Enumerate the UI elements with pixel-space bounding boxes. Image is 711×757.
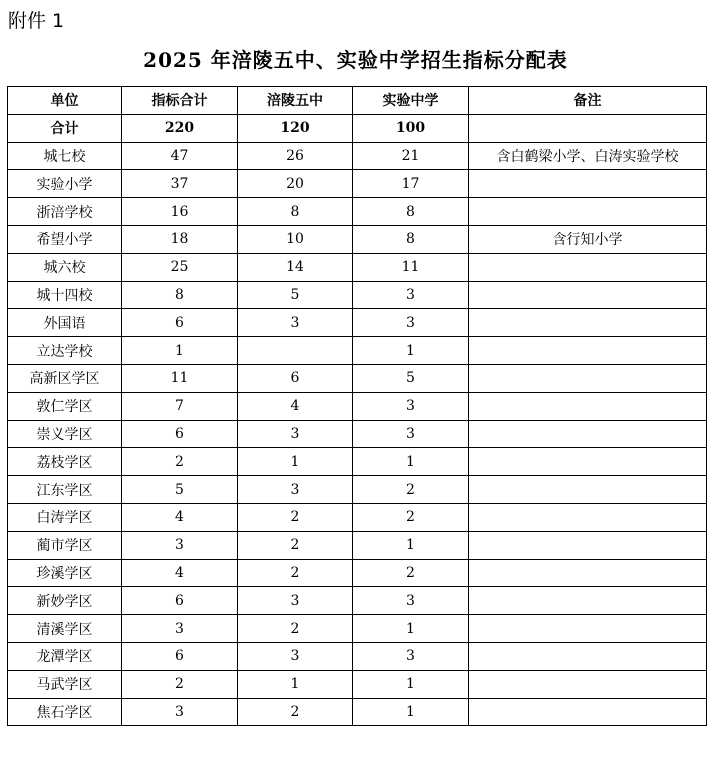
cell-school-a: 20: [238, 170, 353, 198]
cell-unit: 新妙学区: [8, 587, 122, 615]
cell-unit: 希望小学: [8, 225, 122, 253]
cell-total: 16: [122, 198, 238, 226]
table-row: [8, 420, 707, 448]
table-row: [8, 198, 707, 226]
total-row: [8, 114, 707, 142]
cell-note: [469, 281, 707, 309]
cell-school-a: 3: [238, 587, 353, 615]
cell-school-a: 8: [238, 198, 353, 226]
column-header-school-a: 涪陵五中: [238, 87, 353, 115]
cell-note: [469, 559, 707, 587]
cell-note: [469, 587, 707, 615]
column-header-unit: 单位: [8, 87, 122, 115]
cell-total: 3: [122, 698, 238, 726]
table-row: [8, 225, 707, 253]
cell-note: 含行知小学: [469, 225, 707, 253]
cell-school-b: 5: [353, 364, 469, 392]
cell-school-b: 1: [353, 615, 469, 643]
cell-school-a: 3: [238, 476, 353, 504]
table-header-row: [8, 87, 707, 115]
table-row: [8, 253, 707, 281]
cell-school-a: 4: [238, 392, 353, 420]
column-header-note: 备注: [469, 87, 707, 115]
cell-note: [469, 615, 707, 643]
cell-unit: 龙潭学区: [8, 642, 122, 670]
cell-unit: 马武学区: [8, 670, 122, 698]
cell-note: [469, 337, 707, 365]
cell-unit: 立达学校: [8, 337, 122, 365]
cell-school-b: 21: [353, 142, 469, 170]
cell-unit: 高新区学区: [8, 364, 122, 392]
total-row-school-a: 120: [238, 114, 353, 142]
cell-school-a: 2: [238, 698, 353, 726]
cell-school-b: 3: [353, 309, 469, 337]
cell-note: [469, 364, 707, 392]
cell-school-b: 1: [353, 698, 469, 726]
cell-total: 5: [122, 476, 238, 504]
cell-school-a: 3: [238, 309, 353, 337]
cell-school-a: 3: [238, 642, 353, 670]
cell-total: 6: [122, 309, 238, 337]
column-header-total: 指标合计: [122, 87, 238, 115]
quota-table: [7, 86, 707, 726]
cell-school-b: 1: [353, 670, 469, 698]
table-row: [8, 670, 707, 698]
cell-school-b: 3: [353, 587, 469, 615]
cell-unit: 崇义学区: [8, 420, 122, 448]
cell-school-a: 2: [238, 559, 353, 587]
cell-note: [469, 448, 707, 476]
table-row: [8, 476, 707, 504]
cell-unit: 清溪学区: [8, 615, 122, 643]
cell-note: [469, 642, 707, 670]
cell-school-b: 3: [353, 281, 469, 309]
table-row: [8, 698, 707, 726]
cell-school-b: 1: [353, 531, 469, 559]
cell-school-a: 2: [238, 615, 353, 643]
cell-total: 8: [122, 281, 238, 309]
total-row-total: 220: [122, 114, 238, 142]
cell-school-a: 10: [238, 225, 353, 253]
attachment-label: 附件 1: [8, 10, 65, 32]
cell-note: [469, 253, 707, 281]
cell-total: 1: [122, 337, 238, 365]
table-row: [8, 309, 707, 337]
cell-school-a: 3: [238, 420, 353, 448]
cell-total: 4: [122, 503, 238, 531]
cell-total: 18: [122, 225, 238, 253]
cell-school-a: 6: [238, 364, 353, 392]
cell-unit: 城十四校: [8, 281, 122, 309]
cell-school-b: 2: [353, 503, 469, 531]
cell-unit: 蔺市学区: [8, 531, 122, 559]
cell-school-b: 1: [353, 337, 469, 365]
table-row: [8, 364, 707, 392]
cell-school-b: 3: [353, 642, 469, 670]
cell-total: 6: [122, 587, 238, 615]
total-row-note: [469, 114, 707, 142]
cell-school-b: 8: [353, 198, 469, 226]
column-header-school-b: 实验中学: [353, 87, 469, 115]
cell-school-b: 8: [353, 225, 469, 253]
table-row: [8, 170, 707, 198]
total-row-unit: 合计: [8, 114, 122, 142]
cell-school-a: 2: [238, 531, 353, 559]
cell-total: 2: [122, 448, 238, 476]
cell-total: 37: [122, 170, 238, 198]
cell-total: 2: [122, 670, 238, 698]
cell-school-b: 17: [353, 170, 469, 198]
table-row: [8, 142, 707, 170]
table-row: [8, 337, 707, 365]
cell-unit: 外国语: [8, 309, 122, 337]
cell-school-a: 2: [238, 503, 353, 531]
cell-unit: 焦石学区: [8, 698, 122, 726]
cell-school-b: 1: [353, 448, 469, 476]
cell-note: [469, 503, 707, 531]
cell-total: 6: [122, 420, 238, 448]
cell-total: 47: [122, 142, 238, 170]
cell-note: [469, 531, 707, 559]
cell-note: [469, 198, 707, 226]
cell-note: [469, 170, 707, 198]
cell-note: [469, 476, 707, 504]
table-row: [8, 281, 707, 309]
table-row: [8, 587, 707, 615]
cell-unit: 江东学区: [8, 476, 122, 504]
cell-note: [469, 698, 707, 726]
cell-school-b: 2: [353, 559, 469, 587]
cell-unit: 珍溪学区: [8, 559, 122, 587]
cell-school-a: 14: [238, 253, 353, 281]
cell-school-a: 26: [238, 142, 353, 170]
table-row: [8, 615, 707, 643]
cell-note: [469, 670, 707, 698]
cell-total: 4: [122, 559, 238, 587]
document-title: 2025 年涪陵五中、实验中学招生指标分配表: [143, 48, 568, 72]
table-row: [8, 392, 707, 420]
cell-school-a: 1: [238, 670, 353, 698]
cell-note: 含白鹤梁小学、白涛实验学校: [469, 142, 707, 170]
cell-unit: 敦仁学区: [8, 392, 122, 420]
table-row: [8, 559, 707, 587]
cell-school-b: 3: [353, 420, 469, 448]
cell-total: 7: [122, 392, 238, 420]
cell-school-a: 1: [238, 448, 353, 476]
cell-total: 3: [122, 531, 238, 559]
cell-total: 11: [122, 364, 238, 392]
cell-school-a: [238, 337, 353, 365]
cell-school-a: 5: [238, 281, 353, 309]
cell-unit: 白涛学区: [8, 503, 122, 531]
cell-school-b: 11: [353, 253, 469, 281]
cell-total: 25: [122, 253, 238, 281]
cell-note: [469, 420, 707, 448]
cell-school-b: 2: [353, 476, 469, 504]
table-row: [8, 531, 707, 559]
cell-total: 3: [122, 615, 238, 643]
cell-unit: 实验小学: [8, 170, 122, 198]
cell-unit: 城七校: [8, 142, 122, 170]
table-row: [8, 503, 707, 531]
total-row-school-b: 100: [353, 114, 469, 142]
cell-unit: 城六校: [8, 253, 122, 281]
table-row: [8, 642, 707, 670]
cell-note: [469, 392, 707, 420]
cell-school-b: 3: [353, 392, 469, 420]
cell-note: [469, 309, 707, 337]
cell-total: 6: [122, 642, 238, 670]
table-row: [8, 448, 707, 476]
cell-unit: 浙涪学校: [8, 198, 122, 226]
cell-unit: 荔枝学区: [8, 448, 122, 476]
